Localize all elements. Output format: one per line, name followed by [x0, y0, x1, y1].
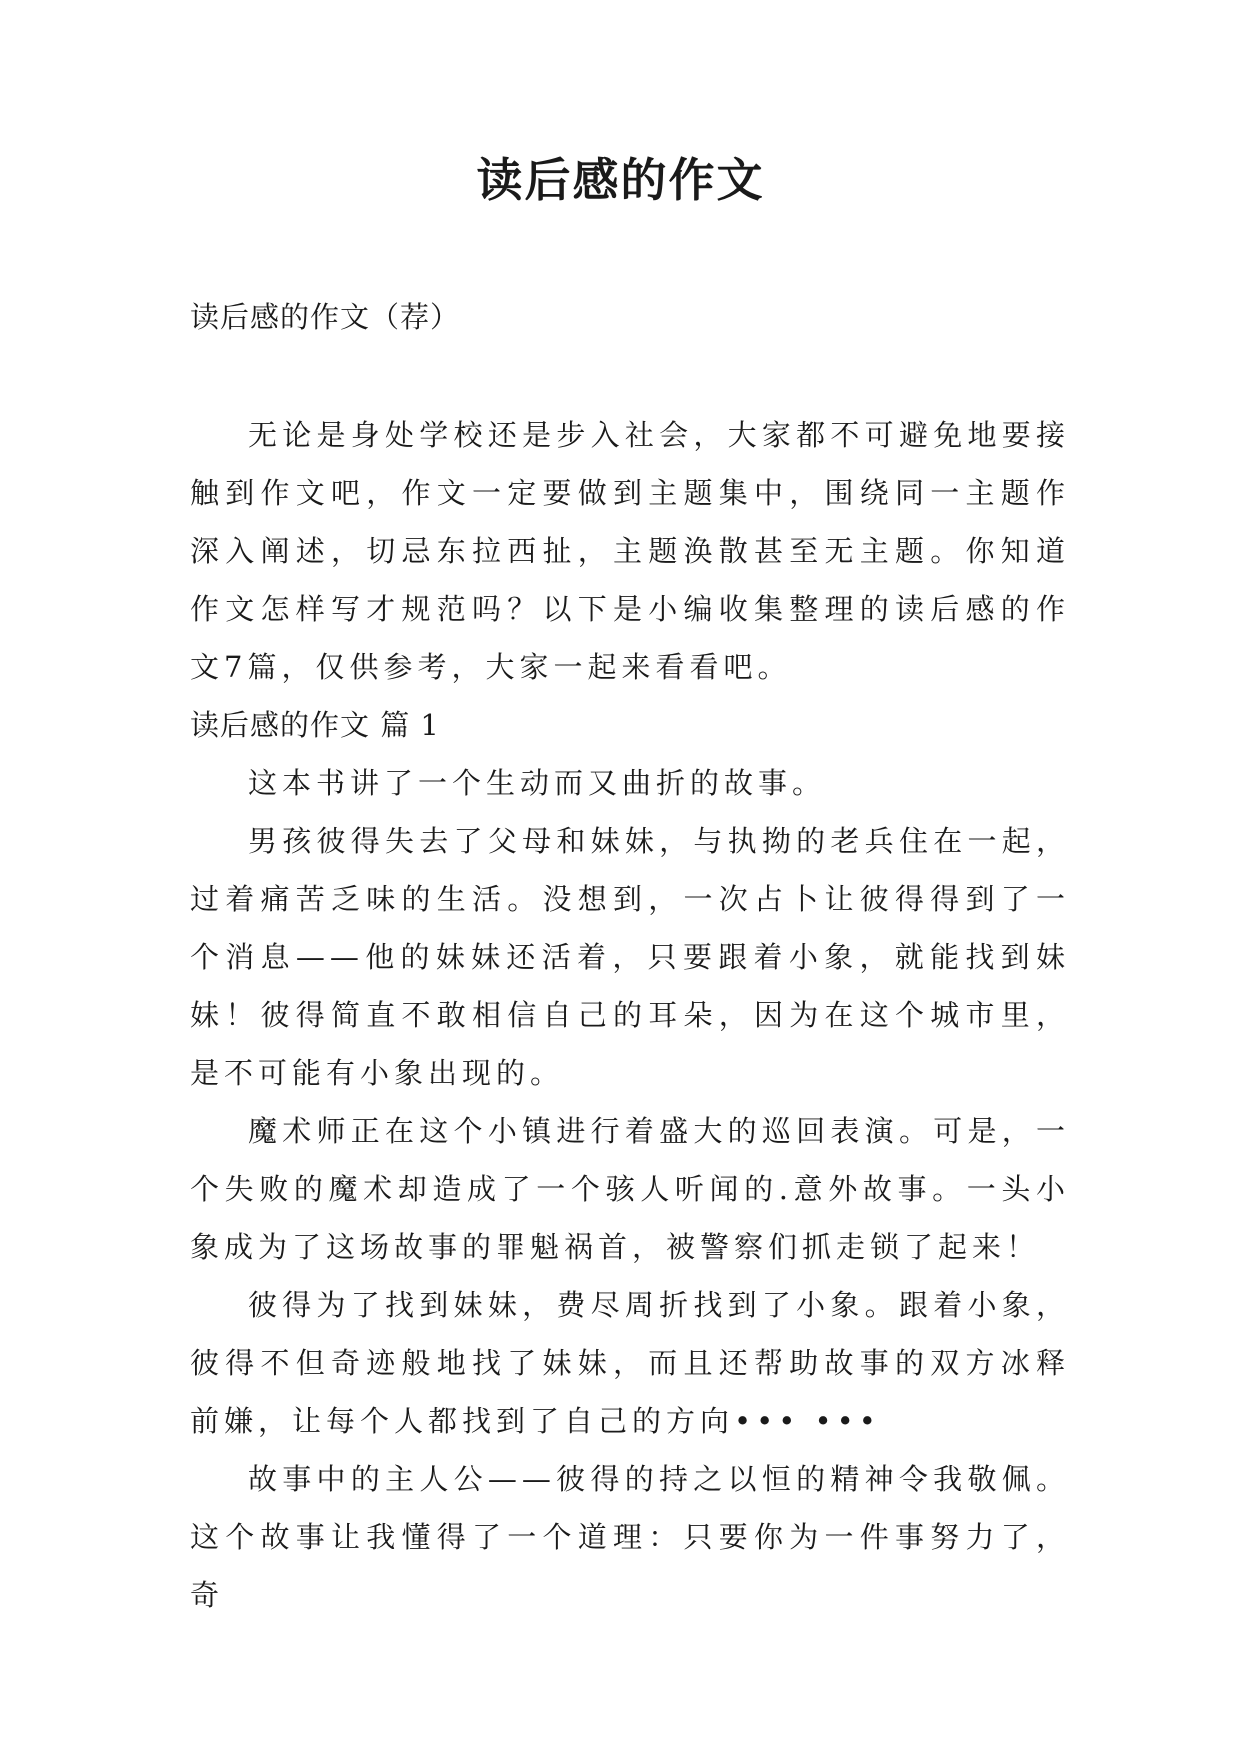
document-subtitle: 读后感的作文（荐）	[190, 300, 461, 334]
body-paragraph: 故事中的主人公——彼得的持之以恒的精神令我敬佩。这个故事让我懂得了一个道理：只要你为一件事努力了，奇	[190, 1462, 1070, 1612]
intro-paragraph: 无论是身处学校还是步入社会，大家都不可避免地要接触到作文吧，作文一定要做到主题集中，围绕同一主题作深入阐述，切忌东拉西扯，主题涣散甚至无主题。你知道作文怎样写才规范吗？以下是小编收集整理的读后感的作文7篇，仅供参考，大家一起来看看吧。	[190, 418, 1070, 684]
body-paragraph: 彼得为了找到妹妹，费尽周折找到了小象。跟着小象，彼得不但奇迹般地找了妹妹，而且还帮助故事的双方冰释前嫌，让每个人都找到了自己的方向••• •••	[190, 1288, 1070, 1438]
body-paragraph: 男孩彼得失去了父母和妹妹，与执拗的老兵住在一起，过着痛苦乏味的生活。没想到，一次占卜让彼得得到了一个消息——他的妹妹还活着，只要跟着小象，就能找到妹妹！彼得简直不敢相信自己的耳朵，因为在这个城市里，是不可能有小象出现的。	[190, 824, 1070, 1090]
section-heading: 读后感的作文 篇 1	[190, 708, 440, 742]
document-title: 读后感的作文	[476, 153, 765, 207]
document-body	[190, 288, 1070, 1624]
body-paragraph: 这本书讲了一个生动而又曲折的故事。	[248, 766, 827, 800]
body-paragraph: 魔术师正在这个小镇进行着盛大的巡回表演。可是，一个失败的魔术却造成了一个骇人听闻的.意外故事。一头小象成为了这场故事的罪魁祸首，被警察们抓走锁了起来！	[190, 1114, 1070, 1264]
